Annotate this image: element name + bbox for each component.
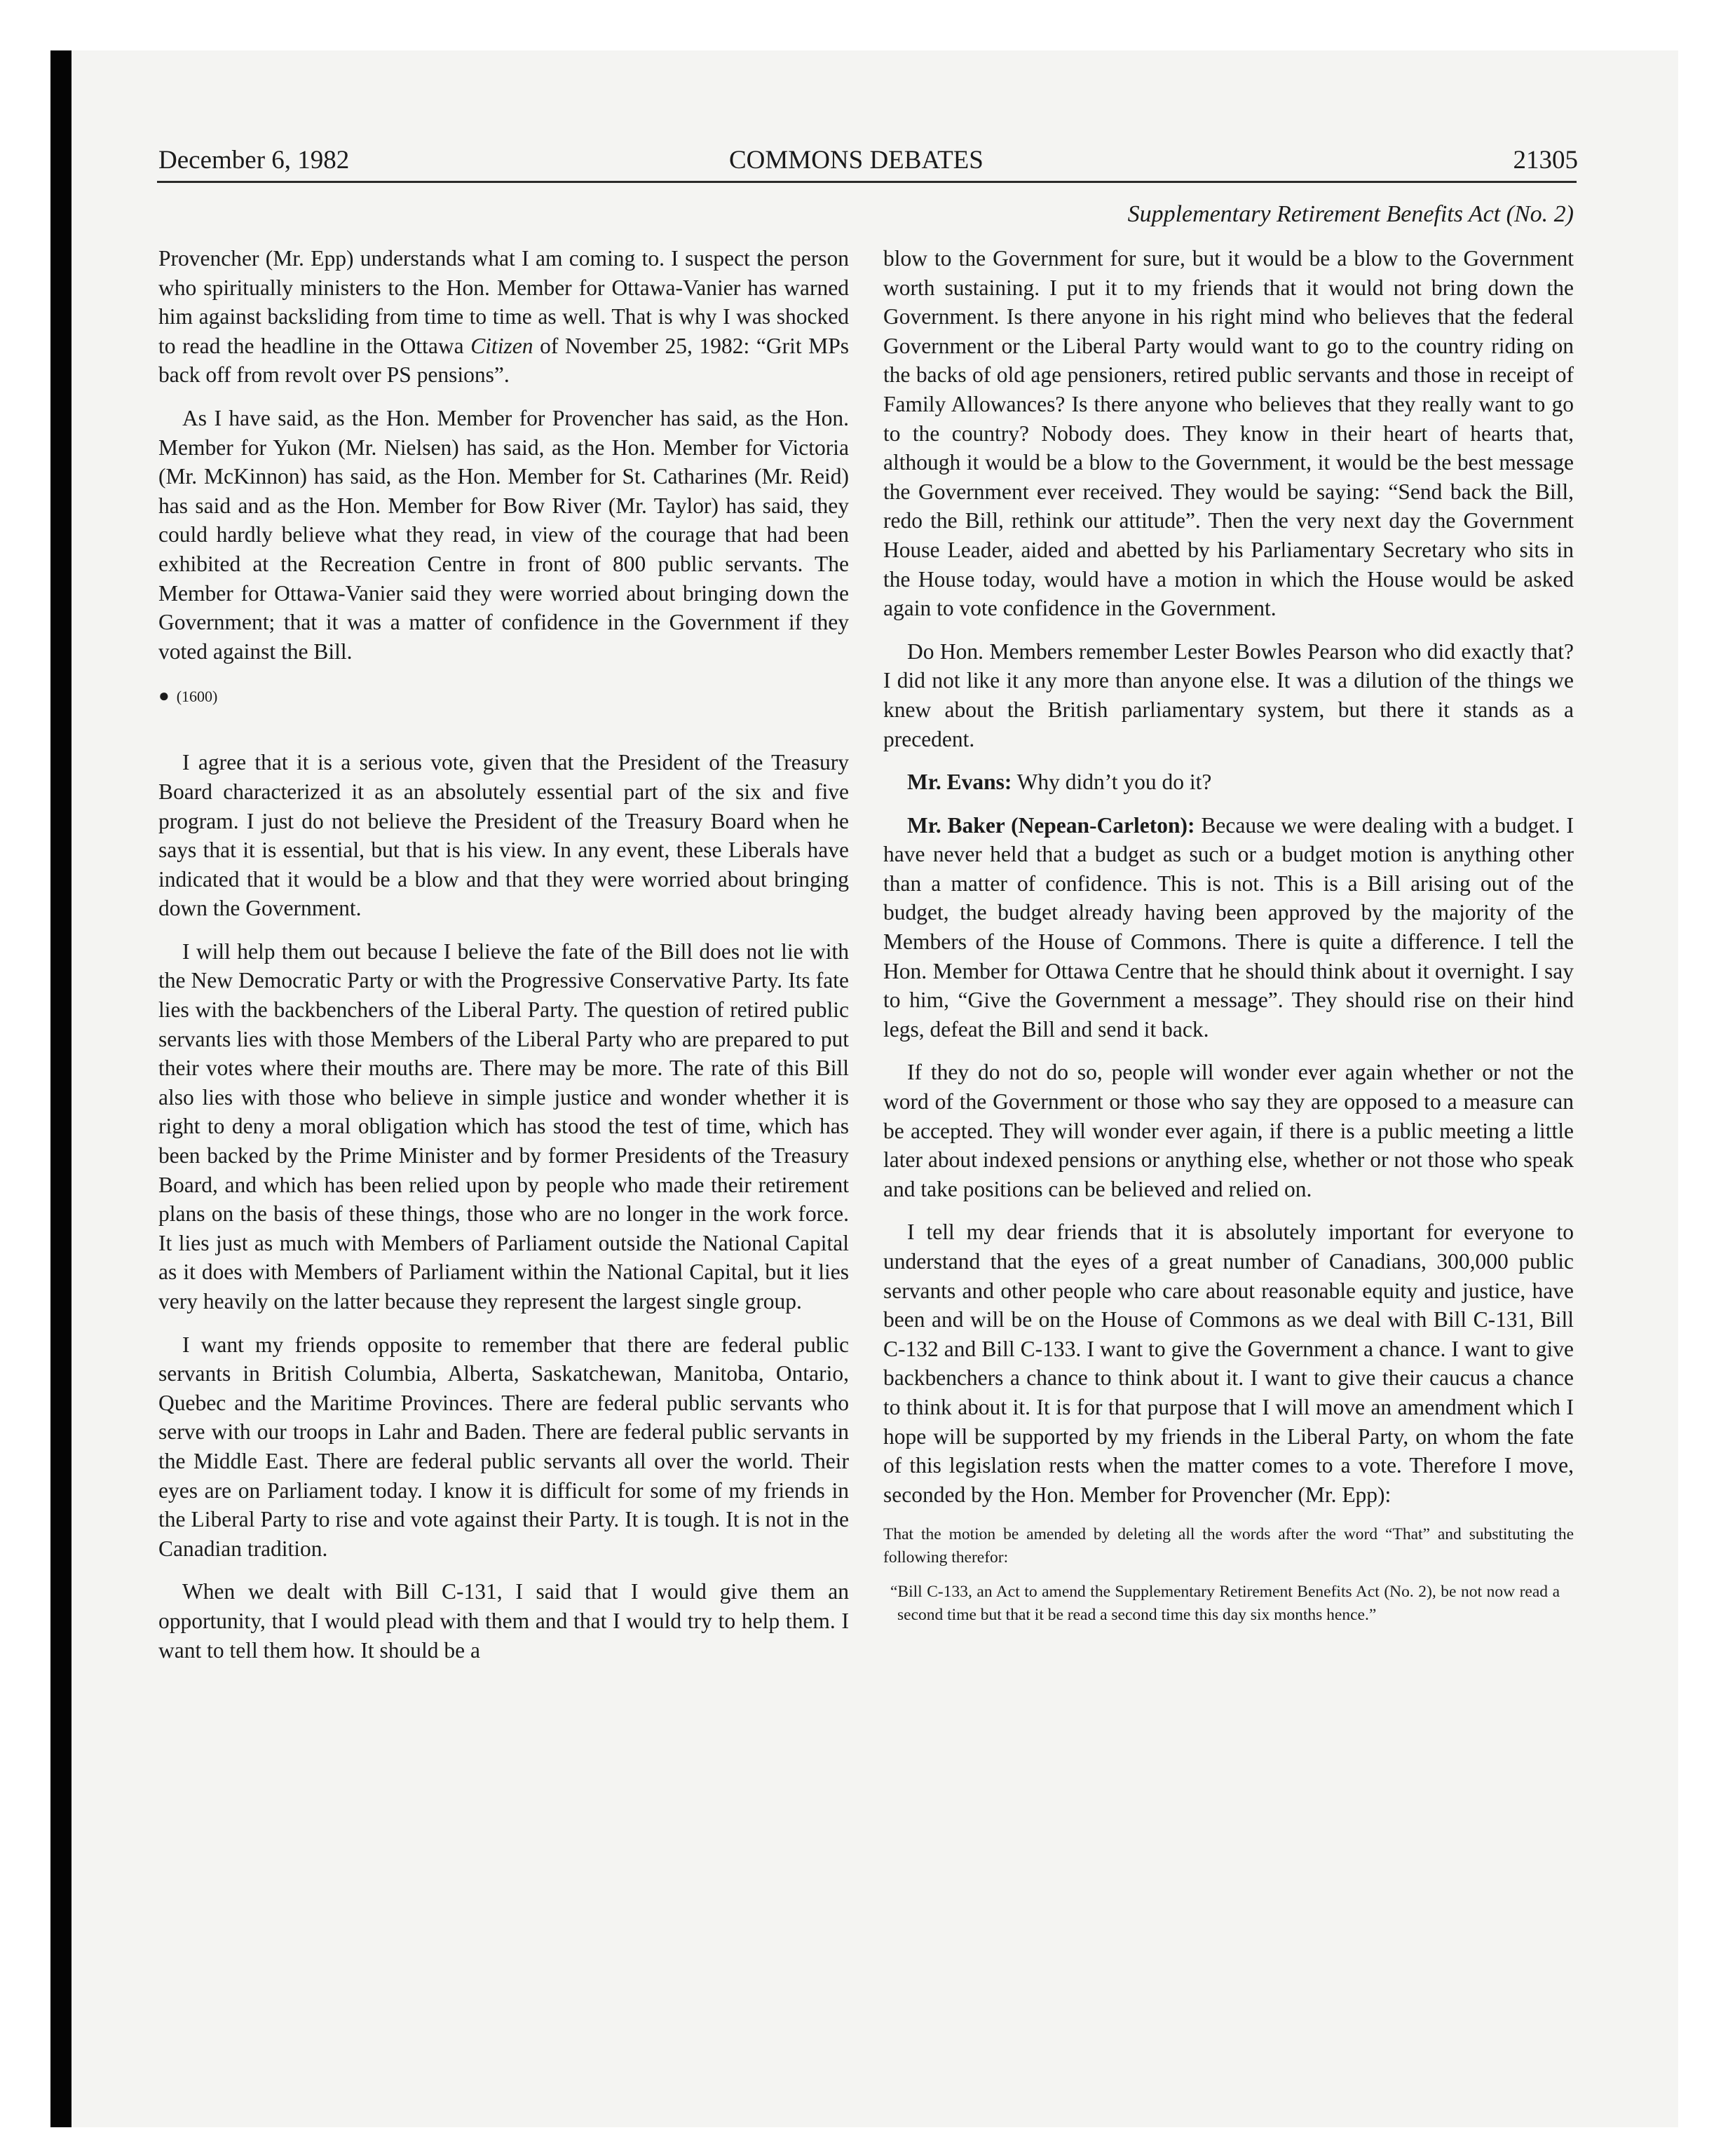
- paragraph: I tell my dear friends that it is absolutely important for everyone to understand that the eyes of a great number of Canadians, 300,000 public servants and other people who care about reasonable equity and justice, have been and will be on the House of Commons as we deal with Bill C-131, Bill C-132 and Bill C-133. I want to give the Government a chance. I want to give backbenchers a chance to think about it. I want to give their caucus a chance to think about it. It is for that purpose that I will move an amendment which I hope will be supported by my friends in the Liberal Party, on whom the fate of this legislation rests when the matter comes to a vote. Therefore I move, seconded by the Hon. Member for Provencher (Mr. Epp):: [883, 1220, 1574, 1507]
- paragraph: I want my friends opposite to remember that there are federal public servants in British Columbia, Alberta, Saskatchewan, Manitoba, Ontario, Quebec and the Maritime Provinces. There are federal public servants who serve with our troops in Lahr and Baden. There are federal public servants in the Middle East. There are federal public servants all over the world. Their eyes are on Parliament today. I know it is difficult for some of my friends in the Liberal Party to rise and vote against their Party. It is tough. It is not in the Canadian tradition.: [158, 1332, 849, 1561]
- speech: Mr. Baker (Nepean-Carleton): Because we were dealing with a budget. I have never held that a budget as such or a budget motion is anything other than a matter of confidence. This is not. This is a Bill arising out of the budget, the budget already having been approved by the majority of the Members of the House of Commons. There is quite a difference. I tell the Hon. Member for Ottawa Centre that he should think about it overnight. I say to him, “Give the Government a message”. They should rise on their hind legs, defeat the Bill and send it back.: [883, 812, 1574, 1042]
- paragraph: If they do not do so, people will wonder ever again whether or not the word of the Government or those who say they are opposed to a measure can be accepted. They will wonder ever again, if there is a public meeting a little later about indexed pensions or anything else, whether or not those who speak and take positions can be believed and relied on.: [883, 1060, 1574, 1201]
- speaker-name: Mr. Baker (Nepean-Carleton):: [907, 812, 1195, 838]
- paragraph: As I have said, as the Hon. Member for Provencher has said, as the Hon. Member for Yukon (Mr. Nielsen) has said, as the Hon. Member for Victoria (Mr. McKinnon) has said, as the Hon. Member for St. Catharines (Mr. Reid) has said and as the Hon. Member for Bow River (Mr. Taylor) has said, they could hardly believe what they read, in view of the courage that had been exhibited at the Recreation Centre in front of 800 public servants. The Member for Ottawa-Vanier said they were worried about bringing down the Government; that it was a matter of confidence in the Government if they voted against the Bill.: [158, 405, 849, 664]
- header-rule: [157, 181, 1577, 183]
- speaker-name: Mr. Evans:: [907, 770, 1012, 795]
- right-column: [883, 244, 1574, 1639]
- header-publication: COMMONS DEBATES: [729, 146, 984, 175]
- motion-text: [883, 1523, 1574, 1627]
- speech: Mr. Evans: Why didn’t you do it?: [907, 770, 1212, 795]
- paragraph: Do Hon. Members remember Lester Bowles Pearson who did exactly that? I did not like it any more than anyone else. It was a dilution of the things we knew about the British parliamentary system, but there it stands as a precedent.: [883, 639, 1574, 751]
- paragraph: When we dealt with Bill C-131, I said that I would give them an opportunity, that I would plead with them and that I would try to help them. I want to tell them how. It should be a: [158, 1579, 849, 1663]
- left-column: [158, 244, 849, 1679]
- time-marker: ● (1600): [158, 685, 218, 707]
- motion-paragraph: That the motion be amended by deleting all the words after the word “That” and substituting the following therefor:: [883, 1525, 1574, 1567]
- motion-quote: “Bill C-133, an Act to amend the Supplementary Retirement Benefits Act (No. 2), be not now read a second time but that it be read a second time this day six months hence.”: [890, 1583, 1560, 1625]
- scan-binding-edge: [50, 50, 72, 2127]
- paragraph: Provencher (Mr. Epp) understands what I am coming to. I suspect the person who spiritually ministers to the Hon. Member for Ottawa-Vanier has warned him against backsliding from time to time as well. That is why I was shocked to read the headline in the Ottawa Citizen of November 25, 1982: “Grit MPs back off from revolt over PS pensions”.: [158, 246, 850, 388]
- paragraph: I agree that it is a serious vote, given that the President of the Treasury Board characterized it as an absolutely essential part of the six and five program. I just do not believe the President of the Treasury Board when he says that it is essential, but that is his view. In any event, these Liberals have indicated that it would be a blow and that they were worried about bringing down the Government.: [158, 750, 849, 921]
- running-head: Supplementary Retirement Benefits Act (No. 2): [1127, 201, 1574, 227]
- bullet-icon: ●: [158, 685, 170, 707]
- header-page-number: 21305: [1513, 146, 1578, 175]
- header-date: December 6, 1982: [158, 146, 350, 175]
- paragraph: I will help them out because I believe the fate of the Bill does not lie with the New Democratic Party or with the Progressive Conservative Party. Its fate lies with the backbenchers of the Liberal Party. The question of retired public servants lies with those Members of the Liberal Party who are prepared to put their votes where their mouths are. There may be more. The rate of this Bill also lies with those who believe in simple justice and wonder whether it is right to deny a moral obligation which has stood the test of time, which has been backed by the Prime Minister and by former Presidents of the Treasury Board, and which has been relied upon by people who made their retirement plans on the basis of these things, those who are no longer in the work force. It lies just as much with Members of Parliament outside the National Capital as it does with Members of Parliament within the National Capital, but it lies very heavily on the latter because they represent the largest single group.: [158, 939, 849, 1314]
- paragraph: blow to the Government for sure, but it would be a blow to the Government worth sustaining. I put it to my friends that it would not bring down the Government. Is there anyone in his right mind who believes that the federal Government or the Liberal Party would want to go to the country riding on the backs of old age pensioners, retired public servants and those in receipt of Family Allowances? Is there anyone who believes that they really want to go to the country? Nobody does. They know in their heart of hearts that, although it would be a blow to the Government, it would be the best message the Government ever received. They would be saying: “Send back the Bill, redo the Bill, rethink our attitude”. Then the very next day the Government House Leader, aided and abetted by his Parliamentary Secretary who sits in the House today, would have a motion in which the House would be asked again to vote confidence in the Government.: [883, 246, 1574, 621]
